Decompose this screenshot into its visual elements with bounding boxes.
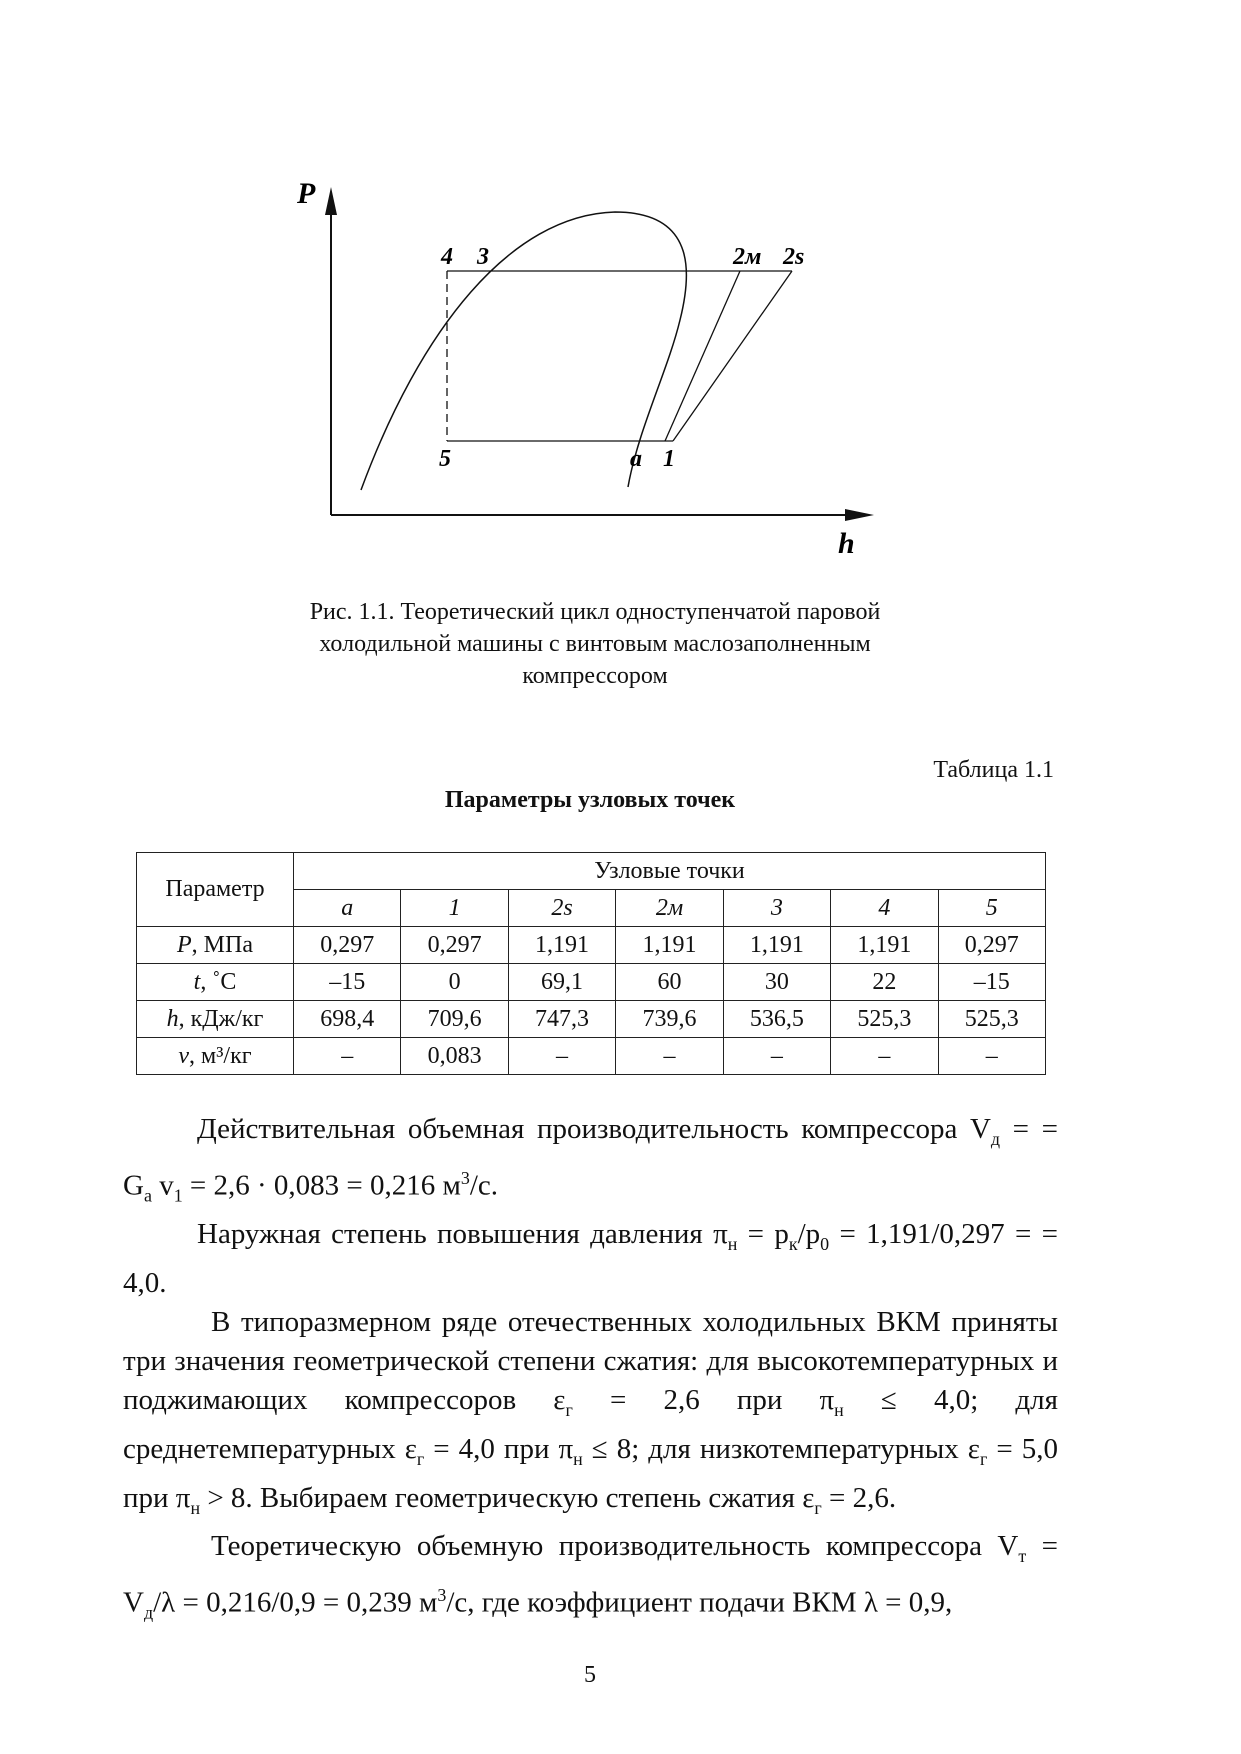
row-label: t, ˚С [137, 964, 294, 1001]
h-axis-arrow [845, 509, 874, 521]
table-cell: – [938, 1038, 1045, 1075]
table-cell: – [616, 1038, 723, 1075]
table-cell: 739,6 [616, 1001, 723, 1038]
table-cell: 1,191 [831, 927, 938, 964]
table-cell: 0,297 [294, 927, 401, 964]
table-cell: 525,3 [831, 1001, 938, 1038]
table-cell: 30 [723, 964, 830, 1001]
point-label-4: 4 [441, 244, 453, 270]
paragraph: В типоразмерном ряде отечественных холодильных ВКМ приняты три значения геометрической степени сжатия: для высокотемпературных и поджимающих компрессоров $\varepsilon_г = 2,6$ при $\pi_н \le 4,0$; для среднетемпературных $\varepsilon_г = 4,0$ при $\pi_н \le 8$; для низкотемпературных $\varepsilon_г = 5,0$ при $\pi_н > 8$. Выбираем геометрическую степень сжатия $\varepsilon_г = 2,6$. [123, 1306, 1058, 1518]
point-label-a: a [630, 446, 642, 472]
table-cell: 60 [616, 964, 723, 1001]
table-cell: –15 [294, 964, 401, 1001]
table-cell: 0,297 [938, 927, 1045, 964]
p-axis-arrow [325, 187, 337, 215]
column-header: 1 [401, 890, 508, 927]
table-cell: 22 [831, 964, 938, 1001]
table-cell: – [831, 1038, 938, 1075]
table-row [137, 1001, 1046, 1038]
paragraph: Теоретическую объемную производительность компрессора $V_т = V_д/\lambda = 0,216/0,9 = 0,239$ $м^3/с$, где коэффициент подачи ВКМ λ = 0,9, [123, 1530, 1058, 1623]
paragraph: Действительная объемная производительность компрессора $V_д$ = = $G_а$ $v_1 = 2,6 \cdot 0,083 = 0,216$ $м^3/с$. [123, 1113, 1058, 1206]
table-cell: 747,3 [508, 1001, 615, 1038]
line-1-2s [673, 271, 792, 441]
table-title: Параметры узловых точек [444, 787, 736, 813]
axis-label-p: P [297, 177, 316, 210]
column-header: 5 [938, 890, 1045, 927]
caption-line: компрессором [522, 663, 668, 689]
point-label-2s: 2s [783, 244, 805, 270]
column-header: 4 [831, 890, 938, 927]
parameters-table [136, 852, 1046, 1075]
table-cell: 709,6 [401, 1001, 508, 1038]
figure-caption [200, 596, 990, 692]
table-cell: –15 [938, 964, 1045, 1001]
axis-label-h: h [838, 527, 855, 560]
caption-line: холодильной машины с винтовым маслозаполненным [319, 631, 871, 657]
column-header: a [294, 890, 401, 927]
table-header-row [137, 853, 1046, 890]
table-cell: 0 [401, 964, 508, 1001]
table-cell: – [294, 1038, 401, 1075]
table-row [137, 964, 1046, 1001]
table-cell: 698,4 [294, 1001, 401, 1038]
caption-line: Рис. 1.1. Теоретический цикл одноступенчатой паровой [309, 599, 881, 625]
table-cell: 69,1 [508, 964, 615, 1001]
table-cell: 1,191 [616, 927, 723, 964]
table-row [137, 927, 1046, 964]
table-cell: 0,297 [401, 927, 508, 964]
table-label: Таблица 1.1 [933, 757, 1054, 783]
paragraph: Наружная степень повышения давления $\pi_н = p_к/p_0 = 1,191/0,297$ = = 4,0. [123, 1218, 1059, 1300]
body-text [123, 1110, 1058, 1633]
table-cell: 0,083 [401, 1038, 508, 1075]
table-cell: 525,3 [938, 1001, 1045, 1038]
point-label-2m: 2м [733, 244, 762, 270]
point-label-5: 5 [439, 446, 451, 472]
point-label-1: 1 [663, 446, 675, 472]
column-header: 2s [508, 890, 615, 927]
ph-diagram [0, 0, 1241, 600]
table-cell: 536,5 [723, 1001, 830, 1038]
row-label: P, МПа [137, 927, 294, 964]
table-cell: – [508, 1038, 615, 1075]
table-cell: – [723, 1038, 830, 1075]
table-cell: 1,191 [508, 927, 615, 964]
column-header: 2м [616, 890, 723, 927]
row-label: v, м³/кг [137, 1038, 294, 1075]
group-header: Узловые точки [294, 853, 1046, 890]
line-1-2m [665, 271, 740, 441]
table-row [137, 1038, 1046, 1075]
point-label-3: 3 [477, 244, 489, 270]
column-header: 3 [723, 890, 830, 927]
param-header: Параметр [137, 853, 294, 927]
row-label: h, кДж/кг [137, 1001, 294, 1038]
page-number: 5 [584, 1662, 596, 1688]
table-cell: 1,191 [723, 927, 830, 964]
